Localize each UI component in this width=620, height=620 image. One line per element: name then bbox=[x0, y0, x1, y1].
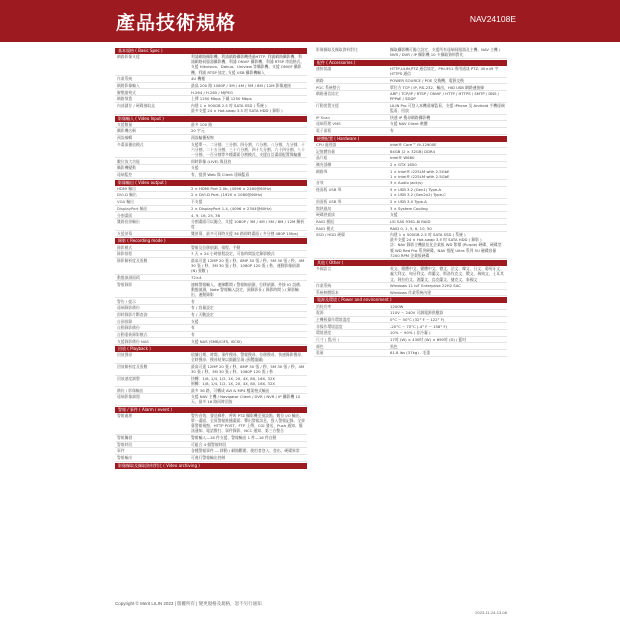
spec-value: 2 × HDMI Port 2.0b, (4096 × 2160@60Hz) bbox=[191, 185, 272, 191]
spec-label: RAID 模組 bbox=[316, 218, 334, 224]
spec-value: 1200W bbox=[390, 303, 404, 309]
right-spec-column bbox=[314, 47, 507, 357]
spec-value: 最多 100 路 bbox=[191, 121, 213, 127]
spec-row bbox=[115, 376, 307, 388]
spec-label: 數位放大功能 bbox=[117, 158, 140, 164]
spec-row bbox=[115, 305, 307, 312]
spec-value: 最高可達 12MP 20 張 / 秒，8MP 30 張 / 秒，5M 30 張 / 秒，4M 30 張 / 秒，3M 30 張 / 秒，1080P 120 張 / 秒 bbox=[191, 364, 305, 375]
section-header: 影像輸出 ( Video output ) bbox=[115, 180, 307, 186]
spec-row bbox=[115, 96, 307, 103]
spec-value: 3 × Audio jack(s) bbox=[390, 180, 423, 186]
spec-row bbox=[115, 128, 307, 135]
spec-row bbox=[314, 103, 507, 115]
section-header: 錄影 ( Recording mode ) bbox=[115, 238, 307, 244]
spec-row bbox=[314, 212, 507, 219]
spec-label: 警報輸出 bbox=[117, 455, 133, 461]
spec-row bbox=[314, 317, 507, 324]
spec-value: RAID 0, 1, 5, 6, 10, 50 bbox=[390, 225, 432, 231]
spec-label: 消耗功率 bbox=[316, 303, 332, 309]
spec-label: HDMI 輸出 bbox=[117, 185, 136, 191]
spec-row bbox=[314, 78, 507, 85]
spec-value: 依據日期、時間、事件搜尋、警報搜尋、位移搜尋、快速錄影搜尋、全時搜尋、搜尋結果以縮圖呈現 (預覽縮圖) bbox=[191, 352, 305, 363]
spec-row bbox=[314, 142, 507, 149]
spec-row bbox=[115, 142, 307, 159]
spec-value: 快速 IP 搜尋網路攝影機 bbox=[390, 114, 430, 120]
spec-row bbox=[314, 323, 507, 330]
spec-row bbox=[314, 91, 507, 103]
spec-value: 7 天 × 24 小時排程設定，可依時間設定錄影模式 bbox=[191, 251, 275, 257]
spec-label: 系統軟體版本 bbox=[316, 289, 339, 295]
spec-row bbox=[115, 76, 307, 83]
spec-label: SSD / HDD 硬碟 bbox=[316, 232, 345, 238]
spec-value: 4U 機種 bbox=[191, 76, 205, 82]
spec-row bbox=[115, 83, 307, 90]
spec-label: DVI-D 輸出 bbox=[117, 192, 137, 198]
spec-label: 回放搜尋 bbox=[117, 352, 133, 358]
spec-row bbox=[314, 225, 507, 232]
spec-value: 2 × GTX 1650 bbox=[390, 161, 417, 167]
spec-label: 行動裝置支援 bbox=[316, 103, 339, 109]
spec-value: 支援 bbox=[191, 318, 199, 324]
spec-row bbox=[314, 187, 507, 199]
spec-row bbox=[115, 186, 307, 193]
spec-value: 可進行警報輸出控制 bbox=[191, 455, 226, 461]
spec-value: 警告音效、發送郵件、呼叫 PTZ 攝影機至預設點、數位 I/O 輸出、單一畫面、全屏警報推播畫面、彈出警報訊息、寫入警報記錄、全螢幕警報視窗、HTTP POST、FTP 上傳、CGI 發送、Push 通知、簡訊通知、電話撥打、事件錄影、NCC 通知、第三方整合 bbox=[191, 413, 305, 434]
spec-row bbox=[314, 115, 507, 122]
spec-value: LILIN Pro 可登入本機遠端監看，支援 iPhone 及 Android 手機遠端監看、回放 bbox=[390, 103, 505, 114]
spec-value: 最高可達 12MP 20 張 / 秒，8MP 30 張 / 秒，5M 30 張 / 秒，4M 30 張 / 秒，3M 30 張 / 秒，1080P 120 張 / 秒，運動影像偵測 (N) 張數 ) bbox=[191, 258, 305, 274]
spec-label: 警報時段 bbox=[117, 441, 133, 447]
spec-value: 快轉：1/8, 1/4, 1/2, 1X, 2X, 4X, 8X, 16X, 32X 倒轉：1/8, 1/4, 1/2, 1X, 2X, 4X, 8X, 16X, 32X bbox=[191, 375, 275, 386]
spec-label: 攝影機名稱 bbox=[117, 128, 136, 134]
spec-value: 有 bbox=[191, 331, 195, 337]
spec-value: 有 bbox=[191, 325, 195, 331]
spec-value: H.264 / H.265 / MJPEG bbox=[191, 89, 233, 95]
spec-row bbox=[115, 338, 307, 345]
spec-row bbox=[115, 325, 307, 332]
spec-label: 遠端監控 bbox=[117, 172, 133, 178]
spec-row bbox=[115, 275, 307, 282]
page-header bbox=[0, 0, 620, 42]
spec-value: Intel® Core™ i9-12900E bbox=[390, 141, 437, 147]
spec-value: HTTP,ULIN,PTZ 通信協定，PHI-951 專用通訊 PTZ, 40×49 字 HTTPS 通信 bbox=[390, 66, 499, 77]
spec-value: 最高 200 路 1080P / 3M / 4M / 5M / 8M / 12M 影像連接 bbox=[191, 82, 291, 88]
spec-label: 多國語言 bbox=[316, 266, 332, 272]
spec-label: 網路 bbox=[316, 77, 324, 83]
spec-label: 電源 bbox=[316, 310, 324, 316]
spec-label: 尺寸 ( 寬/長 ) bbox=[316, 337, 340, 343]
spec-row bbox=[314, 180, 507, 187]
spec-row bbox=[314, 128, 507, 135]
spec-row bbox=[115, 298, 307, 305]
spec-row bbox=[115, 206, 307, 213]
spec-label: 連接協議 bbox=[316, 66, 332, 72]
spec-label: 擴充插槽 bbox=[316, 161, 332, 167]
spec-value: 即時影像 (LIVE) 與回放 bbox=[191, 158, 232, 164]
spec-row bbox=[314, 303, 507, 310]
spec-row bbox=[314, 121, 507, 128]
spec-label: 重量 bbox=[316, 350, 324, 356]
spec-value: -20°C ~ 70°C (-4° F ~ 158° F) bbox=[390, 323, 448, 329]
spec-value: 預設輪播視窗 bbox=[191, 135, 214, 141]
spec-label: 後面板 USB 埠 bbox=[316, 187, 342, 193]
spec-label: 事件 bbox=[117, 448, 125, 454]
spec-label: 警告 / 提示 bbox=[117, 298, 136, 304]
spec-value: 不支援 bbox=[191, 199, 203, 205]
spec-label: 記憶體容量 bbox=[316, 148, 335, 154]
model-number: NAV24108E bbox=[469, 14, 516, 24]
spec-row bbox=[314, 155, 507, 162]
spec-row bbox=[314, 266, 507, 283]
footer-date: 2023-11-24-13-08 bbox=[475, 610, 507, 615]
spec-row bbox=[115, 435, 307, 442]
spec-row bbox=[115, 199, 307, 206]
spec-row bbox=[115, 387, 307, 394]
spec-row bbox=[115, 318, 307, 325]
spec-label: 網路頻寬 bbox=[117, 96, 133, 102]
spec-value: 利浦網路攝影機、利浦網路攝影機透過HTTP, 利浦網路攝影機、利浦網路伺服器攝影機、利浦 ONVIF 攝影機、利浦 RTSP 串流格式、支援 Hikvision、Dahua、Uniview 等攝影機、支援 ONVIF 攝影機、利浦 RTSP 協定, 支援 USB 攝影機輸入 bbox=[191, 54, 305, 75]
spec-row bbox=[314, 199, 507, 206]
spec-label: 支援錄影備份 NAS bbox=[117, 338, 149, 344]
spec-value: 2 × DisplayPort 1.4, (4096 × 2304@60Hz) bbox=[191, 205, 272, 211]
spec-value: 支援單一、二分割、三分割、四分割、六分割、八分割、九分割、十六分割、二十五分割、三十六分割、四十九分割、六十四分割、八十一分割、一百分割等多種畫面分割模式，支援自訂畫面配置與輪播 bbox=[191, 141, 305, 158]
spec-label: 硬碟熱插拔 bbox=[316, 212, 335, 218]
section-header: 影像擷取及擷取資料對比 ( Video archiving ) bbox=[115, 463, 307, 469]
spec-row bbox=[314, 205, 507, 212]
spec-row bbox=[115, 192, 307, 199]
spec-label: 攝影機變動 bbox=[117, 165, 136, 171]
section-header: 基本規格 ( Basic Spec ) bbox=[115, 48, 307, 54]
spec-value: 連線警報輸入、連線斷開 / 警報線偵測，位移偵測、外接 IO 設備、動態偵測，Note 警報輸入設定，預錄影長 ( 錄影時間 ) / 錄影輸出，連動錄影 bbox=[191, 281, 304, 297]
spec-value: 有 / 天數設定 bbox=[191, 311, 214, 317]
spec-label: 自動錄影備份 bbox=[117, 325, 140, 331]
spec-value: 2 × DVI-D Port, (1920 × 1080@60Hz) bbox=[191, 192, 263, 198]
section-header: 回放 ( Playback ) bbox=[115, 346, 307, 352]
spec-value: 雙螢幕、最多可同時支援 36 路即時畫面 ( 多分割 480P 15fps) bbox=[191, 231, 299, 237]
spec-value: 1 × Intel® i225LM with 2.5GbE 1 × Intel® i225LM with 2.5GbE bbox=[390, 168, 450, 179]
spec-row bbox=[314, 350, 507, 357]
spec-label: 解壓縮格式 bbox=[117, 89, 136, 95]
spec-value: Windows 作業系統內建 bbox=[390, 289, 431, 295]
spec-row bbox=[115, 442, 307, 449]
spec-row bbox=[115, 158, 307, 165]
spec-row bbox=[115, 455, 307, 462]
section-header: 影像輸入 ( Video Input ) bbox=[115, 116, 307, 122]
spec-row bbox=[314, 66, 507, 78]
spec-value: 17吋 (W) × 430吋 (W) × 690吋 (D) / 藍吋 bbox=[390, 337, 467, 343]
spec-label: 網路埠 bbox=[316, 168, 328, 174]
spec-label: 前面板 USB 埠 bbox=[316, 198, 342, 204]
spec-row bbox=[314, 84, 507, 91]
spec-label: 作業系統 bbox=[117, 76, 133, 82]
section-header: 配件 ( Accessories ) bbox=[314, 60, 507, 66]
spec-value: 4, 9, 16, 25, 36 bbox=[191, 212, 220, 218]
spec-row bbox=[314, 219, 507, 226]
spec-value: 支援 NAV 主機 / Navigator Client / DVR / NVR / IP 攝影機 10 天，最多 16 路同時回放 bbox=[191, 394, 301, 405]
spec-value: 內建 1 × 500GB 2.5 吋 SATA SSD ( 系統 ) 最多支援 24 × Hot-swap 3.5 吋 SATA HDD ( 錄影 ) bbox=[191, 103, 283, 114]
spec-value: 61.8 lbs (37kg) - 毛重 bbox=[390, 350, 431, 356]
spec-label: 環境溼度 bbox=[316, 330, 332, 336]
spec-label: 分割畫面 bbox=[117, 212, 133, 218]
spec-row bbox=[314, 168, 507, 180]
spec-label: 影像擷取及擷取資料對比 bbox=[316, 47, 358, 53]
spec-label: 電子面板 bbox=[316, 128, 332, 134]
spec-value: Windows 11 IoT Enterprise 22H2 SAC bbox=[390, 283, 461, 289]
spec-value: 可組合 4 個警報時段 bbox=[191, 441, 227, 447]
spec-row bbox=[115, 352, 307, 364]
spec-label: 警報錄影 bbox=[117, 281, 133, 287]
spec-row bbox=[115, 258, 307, 275]
spec-value: POWER SOURCE / POE 交換機、電源交換 bbox=[390, 77, 464, 83]
spec-row bbox=[115, 312, 307, 319]
spec-row bbox=[115, 103, 307, 115]
spec-label: 遠端影像調閱 bbox=[117, 394, 140, 400]
footer-copyright: Copyright © Merit LILIN 2023 | 版權所有 | 變更規格及規格，恕不另行通知 bbox=[115, 601, 262, 606]
spec-value: 5 × USB 3.2 (Gen1) Type-A 1 × USB 3.2 (Gen2x2) Type-C bbox=[390, 187, 446, 198]
spec-value: 有 bbox=[390, 128, 394, 134]
section-header: 其他 ( Other ) bbox=[314, 260, 507, 266]
spec-value: 支援 bbox=[191, 165, 199, 171]
spec-label: 支援數量 bbox=[117, 121, 133, 127]
spec-label: 自動重新錄影模式 bbox=[117, 331, 148, 337]
spec-label: 遠端管理 VMS bbox=[316, 121, 341, 127]
spec-value: 警報輸入—16 件支援、警報輸出 1 件—16 件自動 bbox=[191, 435, 277, 441]
spec-value: 黑色 bbox=[390, 343, 398, 349]
spec-row bbox=[314, 310, 507, 317]
spec-value: 內建 1 × 500GB 2.5 吋 SATA SSD ( 系統 ) 最多支援 24 × Hot-swap 3.5 吋 SATA HDD ( 錄影 ) 註：NAV 錄影主機最佳化企業級 WD 紫標 (Purple) 硬碟、硬碟型號 WD Red Pro 系列硬碟，NAV 搭配 Ultra 系列 5U 磁碟容量 7200 RPM 企業級硬碟 bbox=[390, 232, 502, 258]
spec-row bbox=[314, 343, 507, 350]
spec-label: 作業系統 bbox=[316, 283, 332, 289]
section-header: 電源及環境 ( Power and environment ) bbox=[314, 297, 507, 303]
spec-row bbox=[314, 232, 507, 259]
spec-value: ARP / TCP/IP / RTSP / ONVIF / HTTP / HTTPS / SMTP / DNS / PPPoE / SDDP bbox=[390, 91, 500, 102]
spec-row bbox=[314, 283, 507, 290]
spec-label: 錄影模式 bbox=[117, 244, 133, 250]
spec-value: 72×4 bbox=[191, 274, 202, 280]
spec-value: 單位方 TCP / IP, RS-232、輸出，HID USB 網路連接線 bbox=[390, 84, 485, 90]
spec-label: 散熱風扇 bbox=[316, 205, 332, 211]
spec-row bbox=[115, 89, 307, 96]
spec-row bbox=[115, 135, 307, 142]
spec-value: LSI SAS 9361-8i RAID bbox=[390, 218, 431, 224]
spec-value: 10% ~ 90% ( 非冷凝 ) bbox=[390, 330, 431, 336]
spec-row bbox=[115, 172, 307, 179]
spec-row bbox=[115, 212, 307, 219]
spec-label: 警報處理 bbox=[117, 413, 133, 419]
spec-value: 支援 bbox=[390, 212, 398, 218]
spec-label: 網路影像輸入 bbox=[117, 82, 140, 88]
spec-label: CPU 處理器 bbox=[316, 141, 337, 147]
spec-label: 內部儲存 / 硬碟抽取盒 bbox=[117, 103, 155, 109]
spec-label: 多畫面播放模式 bbox=[117, 141, 144, 147]
spec-row bbox=[115, 219, 307, 231]
spec-row bbox=[115, 448, 307, 455]
spec-row bbox=[115, 54, 307, 76]
spec-row bbox=[115, 251, 307, 258]
spec-row bbox=[314, 47, 507, 59]
spec-row bbox=[314, 290, 507, 297]
spec-row bbox=[115, 332, 307, 339]
spec-label: 回放解析度及張數 bbox=[117, 364, 148, 370]
spec-value: 2 × USB 3.0 Type-A bbox=[390, 198, 427, 204]
spec-label: 顏色 bbox=[316, 343, 324, 349]
spec-label: 遠端錄影備份 bbox=[117, 305, 140, 311]
section-header: 硬體配置 ( Hardware ) bbox=[314, 136, 507, 142]
spec-value: 分割畫面可以獨立，支援 1080P / 3M / 4M / 5M / 8M / 12M 解析度 bbox=[191, 219, 305, 230]
spec-label: 回放速度調整 bbox=[117, 375, 140, 381]
spec-row bbox=[314, 162, 507, 169]
spec-value: 支援 NAS (SMB/CIFS, iSCSI) bbox=[191, 338, 242, 344]
spec-row bbox=[115, 244, 307, 251]
spec-value: 20 字元 bbox=[191, 128, 205, 134]
page-title: 產品技術規格 bbox=[116, 12, 237, 34]
left-spec-column bbox=[115, 47, 307, 469]
spec-label: VGA 輸出 bbox=[117, 199, 134, 205]
spec-value: 上傳 1250 Mbps 下載 1250 Mbps bbox=[191, 96, 252, 102]
spec-value: 3 × System Cooling bbox=[390, 205, 428, 211]
spec-row bbox=[314, 148, 507, 155]
spec-label: 網路影像支援 bbox=[117, 54, 140, 60]
spec-label: IP Scan bbox=[316, 114, 330, 120]
spec-label: PGC 系統整合 bbox=[316, 84, 341, 90]
spec-row bbox=[115, 165, 307, 172]
spec-label: 動態偵測面積 bbox=[117, 274, 140, 280]
spec-row bbox=[115, 394, 307, 406]
spec-label: 警報觸發 bbox=[117, 435, 133, 441]
spec-value: Intel® W680 bbox=[390, 155, 415, 161]
spec-value: 110V ~ 240V 可調電源供應器 bbox=[390, 310, 444, 316]
spec-value: 英文、簡體中文、繁體中文、德文、法文、韓文、日文、葡萄牙文、義大利文、匈牙利文、荷蘭文、斯洛伐克文、俄文、瑞典文、土耳其文、阿拉伯文、波蘭文、烏克蘭文、捷克文、泰國文 bbox=[390, 266, 504, 282]
spec-label: 備份 / 影像輸出 bbox=[117, 387, 144, 393]
spec-label: 網路通信協定 bbox=[316, 91, 339, 97]
spec-value: 有 / 容量設定 bbox=[191, 305, 214, 311]
spec-label: 支援螢幕 bbox=[117, 231, 133, 237]
spec-label: RAID 模式 bbox=[316, 225, 334, 231]
spec-row bbox=[115, 281, 307, 298]
section-header: 警報 / 事件 ( Alarm / event ) bbox=[115, 407, 307, 413]
spec-row bbox=[115, 231, 307, 238]
spec-row bbox=[115, 364, 307, 376]
spec-label: 非操作環境溫度 bbox=[316, 323, 343, 329]
spec-row bbox=[314, 337, 507, 344]
spec-value: 64GB (2 × 32GB) DDR4 bbox=[390, 148, 436, 154]
spec-value: 各種警報事件 — 移動 / 網路斷開、使用者登入、登出、硬碟異常 bbox=[191, 448, 300, 454]
spec-value: 警報及位移偵測、排程、手動 bbox=[191, 244, 241, 250]
spec-row bbox=[314, 330, 507, 337]
spec-value: 支援 NAV Client 軟體 bbox=[390, 121, 428, 127]
spec-label: 預設編輯 bbox=[117, 135, 133, 141]
spec-value: 0°C ~ 50°C (32° F ~ 122° F) bbox=[390, 316, 445, 322]
spec-value: 有，提供 Web 與 Client 遠端監看 bbox=[191, 172, 250, 178]
spec-row bbox=[115, 122, 307, 129]
spec-label: 音效 bbox=[316, 180, 324, 186]
spec-row bbox=[115, 413, 307, 435]
spec-label: 錄影解析度及張數 bbox=[117, 258, 148, 264]
spec-label: 雙路投螢輸出 bbox=[117, 219, 140, 225]
spec-label: 主機板操作環境溫度 bbox=[316, 316, 351, 322]
spec-label: 錄影排程 bbox=[117, 251, 133, 257]
spec-value: 最多 36 路，可轉成 AVI & MP4 檔案格式輸出 bbox=[191, 387, 270, 393]
spec-label: DisplayPort 輸出 bbox=[117, 205, 148, 211]
spec-label: 自預排錄 bbox=[117, 318, 133, 324]
spec-label: 晶片組 bbox=[316, 155, 328, 161]
spec-value: 有 bbox=[191, 298, 195, 304]
spec-label: 即時錄影片斷查詢 bbox=[117, 311, 148, 317]
spec-value: 擷取攝影機可獨立設定、支援所有遠端伺服器及主機、NAV 主機 / NVR / DVR / IP 攝影機 10 卡擷取資料對比 bbox=[390, 47, 501, 58]
